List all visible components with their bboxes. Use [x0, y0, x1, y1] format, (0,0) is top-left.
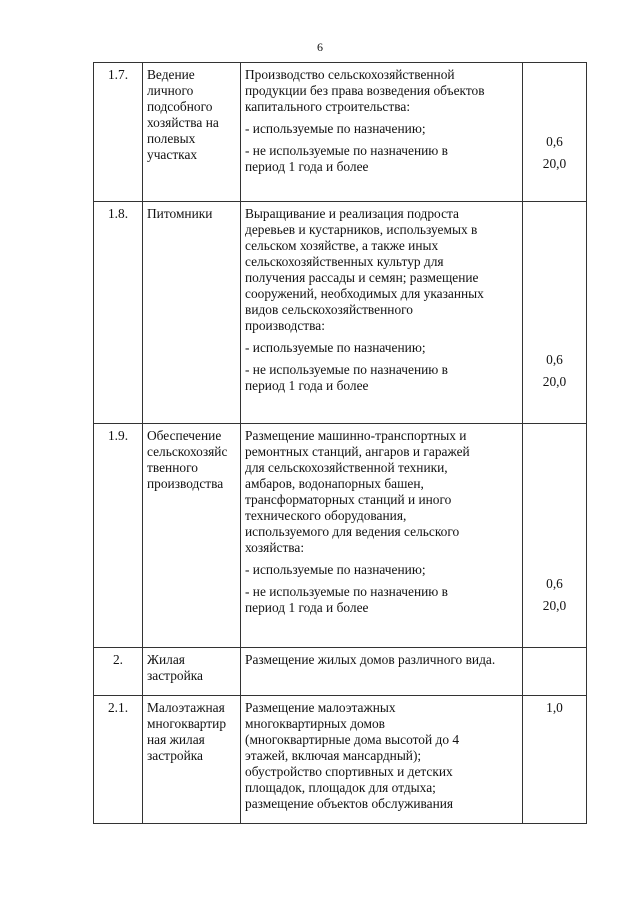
coefficient-used: 0,6 — [546, 576, 563, 591]
sub-item-used: - используемые по назначению; — [245, 562, 426, 577]
table-row — [94, 696, 587, 824]
table-row — [94, 63, 587, 202]
coefficient-unused: 20,0 — [542, 374, 567, 389]
row-number: 2. — [94, 648, 143, 696]
coefficient-unused: 20,0 — [542, 156, 567, 171]
row-number: 1.8. — [94, 202, 143, 424]
sub-item-used: - используемые по назначению; — [245, 340, 426, 355]
coefficient-used: 0,6 — [546, 352, 563, 367]
coefficient-cell — [523, 648, 587, 696]
row-number: 1.7. — [94, 63, 143, 202]
coefficient-cell — [523, 63, 587, 202]
table-row — [94, 648, 587, 696]
sub-item-used: - используемые по назначению; — [245, 121, 426, 136]
coefficient-unused: 20,0 — [542, 598, 567, 613]
coefficient-value: 1,0 — [546, 700, 563, 715]
land-use-table — [93, 62, 587, 824]
sub-item-unused: - не используемые по назначению в период 1 года и более — [245, 584, 448, 615]
sub-item-unused: - не используемые по назначению в период 1 года и более — [245, 143, 448, 174]
sub-item-unused: - не используемые по назначению в период 1 года и более — [245, 362, 448, 393]
land-use-description: Выращивание и реализация подроста деревьев и кустарников, используемых в сельском хозяйстве, а также иных сельскохозяйственных культур для получения рассады и семян; размещение сооружений, необходимых для указанных видов сельскохозяйственного производства: - используемые по назначению; - не используемые по назначению в период 1 года и более — [241, 202, 523, 424]
coefficient-used: 0,6 — [546, 134, 563, 149]
land-use-name: Жилая застройка — [143, 648, 241, 696]
land-use-name: Питомники — [143, 202, 241, 424]
land-use-description: Размещение жилых домов различного вида. — [241, 648, 523, 696]
land-use-description: Производство сельскохозяйственной продукции без права возведения объектов капитального строительства: - используемые по назначению; - не используемые по назначению в период 1 года и более — [241, 63, 523, 202]
land-use-name: Обеспечение сельскохозяйс твенного производства — [143, 424, 241, 648]
land-use-description: Размещение машинно-транспортных и ремонтных станций, ангаров и гаражей для сельскохозяйственной техники, амбаров, водонапорных башен, трансформаторных станций и иного технического оборудования, используемого для ведения сельского хозяйства: - используемые по назначению; - не используемые по назначению в период 1 года и более — [241, 424, 523, 648]
land-use-description: Размещение малоэтажных многоквартирных домов (многоквартирные дома высотой до 4 этажей, включая мансардный); обустройство спортивных и детских площадок, площадок для отдыха; размещение объектов обслуживания — [241, 696, 523, 824]
coefficient-cell — [523, 696, 587, 824]
table-row — [94, 424, 587, 648]
row-number: 1.9. — [94, 424, 143, 648]
land-use-name: Ведение личного подсобного хозяйства на полевых участках — [143, 63, 241, 202]
coefficient-cell — [523, 202, 587, 424]
coefficient-cell — [523, 424, 587, 648]
page-number: 6 — [317, 40, 323, 54]
land-use-name: Малоэтажная многоквартир ная жилая застройка — [143, 696, 241, 824]
table-row — [94, 202, 587, 424]
row-number: 2.1. — [94, 696, 143, 824]
